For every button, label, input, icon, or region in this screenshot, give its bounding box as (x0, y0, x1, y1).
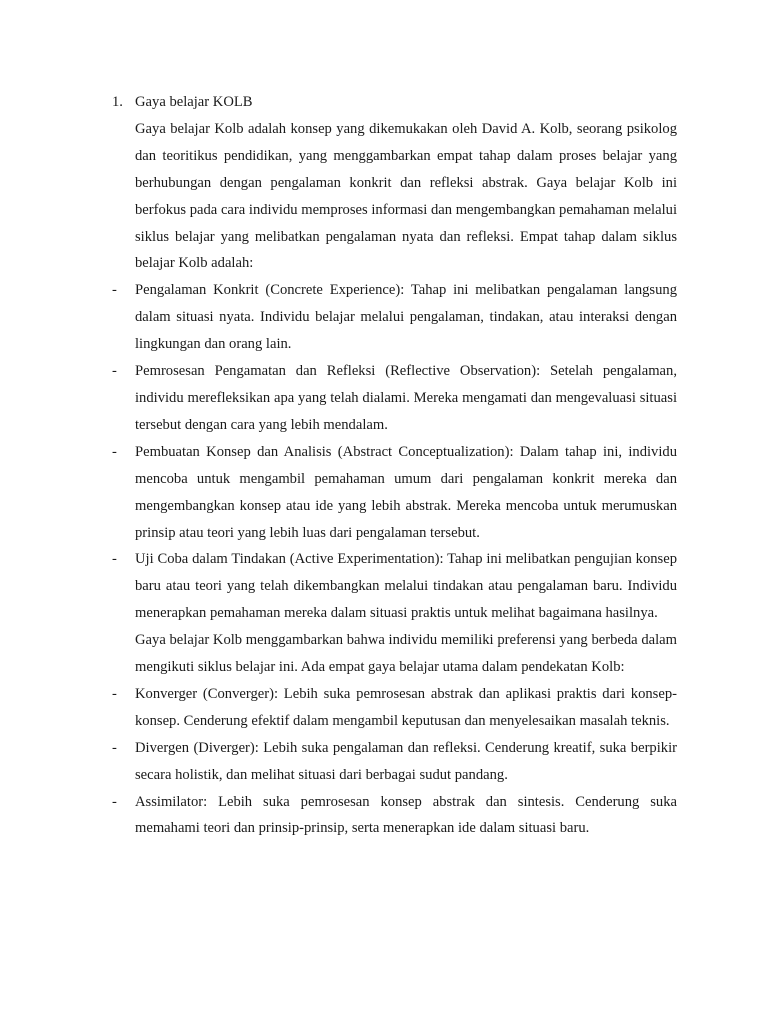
section-heading (112, 89, 677, 116)
document-content (112, 89, 677, 842)
bullet-dash: - (112, 443, 117, 460)
stage-text: Pengalaman Konkrit (Concrete Experience): Tahap ini melibatkan pengalaman langsung dalam situasi nyata. Individu belajar melalui pengalaman, tindakan, atau interaksi dengan lingkungan dan orang lain. (135, 282, 677, 353)
stage-item-reflective-observation (112, 358, 677, 439)
stage-text: Uji Coba dalam Tindakan (Active Experimentation): Tahap ini melibatkan pengujian konsep baru atau teori yang telah dikembangkan melalui tindakan atau pengalaman baru. Individu menerapkan pemahaman mereka dalam situasi praktis untuk melihat bagaimana hasilnya. (135, 551, 677, 622)
section-title: Gaya belajar KOLB (135, 94, 253, 110)
intro-paragraph: Gaya belajar Kolb adalah konsep yang dikemukakan oleh David A. Kolb, seorang psikolog dan teoritikus pendidikan, yang menggambarkan empat tahap dalam proses belajar yang berhubungan dengan pengalaman konkrit dan refleksi abstrak. Gaya belajar Kolb ini berfokus pada cara individu memproses informasi dan mengembangkan pemahaman melalui siklus belajar yang melibatkan pengalaman nyata dan refleksi. Empat tahap dalam siklus belajar Kolb adalah: (135, 120, 677, 272)
style-text: Divergen (Diverger): Lebih suka pengalaman dan refleksi. Cenderung kreatif, suka berpikir secara holistik, dan melihat situasi dari berbagai sudut pandang. (135, 739, 677, 783)
bullet-dash: - (112, 551, 117, 568)
bullet-dash: - (112, 363, 117, 380)
bullet-dash: - (112, 685, 117, 702)
style-text: Konverger (Converger): Lebih suka pemrosesan abstrak dan aplikasi praktis dari konsep-konsep. Cenderung efektif dalam mengambil keputusan dan menyelesaikan masalah teknis. (135, 685, 677, 729)
stage-text: Pemrosesan Pengamatan dan Refleksi (Reflective Observation): Setelah pengalaman, individu merefleksikan apa yang telah dialami. Mereka mengamati dan mengevaluasi situasi tersebut dengan cara yang lebih mendalam. (135, 363, 677, 433)
bullet-dash: - (112, 282, 117, 299)
styles-intro-paragraph: Gaya belajar Kolb menggambarkan bahwa individu memiliki preferensi yang berbeda dalam mengikuti siklus belajar ini. Ada empat gaya belajar utama dalam pendekatan Kolb: (135, 632, 677, 676)
style-item-diverger (112, 735, 677, 789)
stage-item-abstract-conceptualization (112, 439, 677, 547)
bullet-dash: - (112, 739, 117, 756)
style-text: Assimilator: Lebih suka pemrosesan konsep abstrak dan sintesis. Cenderung suka memahami teori dan prinsip-prinsip, serta menerapkan ide dalam situasi baru. (135, 793, 677, 837)
bullet-dash: - (112, 793, 117, 810)
stage-text: Pembuatan Konsep dan Analisis (Abstract Conceptualization): Dalam tahap ini, individu mencoba untuk mengambil pemahaman umum dari pengalaman konkrit mereka dan mengembangkan konsep atau ide yang lebih abstrak. Mereka mencoba untuk merumuskan prinsip atau teori yang lebih luas dari pengalaman tersebut. (135, 443, 677, 541)
style-item-converger (112, 681, 677, 735)
stage-item-active-experimentation (112, 546, 677, 627)
style-item-assimilator (112, 789, 677, 843)
stage-item-concrete-experience (112, 277, 677, 358)
section-number: 1. (112, 94, 123, 110)
